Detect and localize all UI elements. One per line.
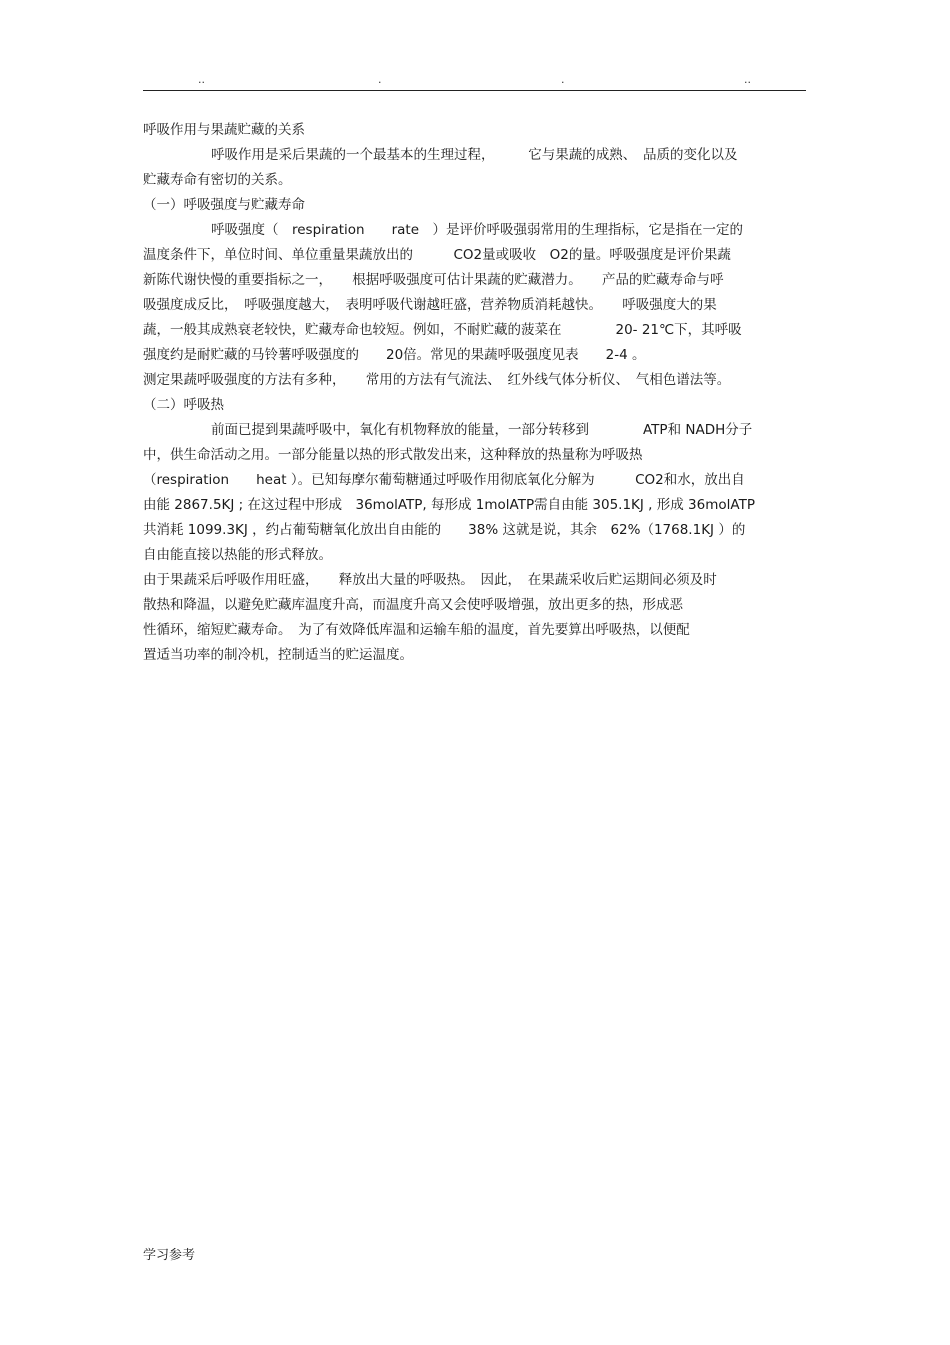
document-title: 呼吸作用与果蔬贮藏的关系 <box>143 122 305 138</box>
paragraph-line: 中，供生命活动之用。一部分能量以热的形式散发出来，这种释放的热量称为呼吸热 <box>143 447 643 463</box>
header-mark: .. <box>198 73 205 86</box>
paragraph-line: 呼吸强度（ respiration rate ）是评价呼吸强弱常用的生理指标，它是指在一定的 <box>211 222 744 238</box>
paragraph-line: 呼吸作用是采后果蔬的一个最基本的生理过程， 它与果蔬的成熟、 品质的变化以及 <box>211 147 738 163</box>
paragraph-line: 新陈代谢快慢的重要指标之一， 根据呼吸强度可估计果蔬的贮藏潜力。 产品的贮藏寿命与呼 <box>143 272 724 288</box>
section-heading: （二）呼吸热 <box>143 397 224 413</box>
page-footer: 学习参考 <box>143 1248 196 1263</box>
paragraph-line: 前面已提到果蔬呼吸中，氧化有机物释放的能量，一部分转移到 ATP和 NADH分子 <box>211 422 753 438</box>
paragraph-line: 测定果蔬呼吸强度的方法有多种， 常用的方法有气流法、 红外线气体分析仪、 气相色谱法等。 <box>143 372 731 388</box>
page-header <box>0 72 950 88</box>
paragraph-line: 由于果蔬采后呼吸作用旺盛， 释放出大量的呼吸热。 因此， 在果蔬采收后贮运期间必须及时 <box>143 572 717 588</box>
header-rule <box>143 90 806 91</box>
paragraph-line: 蔬，一般其成熟衰老较快，贮藏寿命也较短。例如，不耐贮藏的菠菜在 20- 21℃下，其呼吸 <box>143 322 742 338</box>
paragraph-line: 强度约是耐贮藏的马铃薯呼吸强度的 20倍。常见的果蔬呼吸强度见表 2-4 。 <box>143 347 646 363</box>
paragraph-line: 贮藏寿命有密切的关系。 <box>143 172 292 188</box>
paragraph-line: 共消耗 1099.3KJ ，约占葡萄糖氧化放出自由能的 38% 这就是说，其余 62%（1768.1KJ ）的 <box>143 522 746 538</box>
header-mark: . <box>561 73 565 86</box>
paragraph-line: 自由能直接以热能的形式释放。 <box>143 547 332 563</box>
paragraph-line: （respiration heat ）。已知每摩尔葡萄糖通过呼吸作用彻底氧化分解为 CO2和水，放出自 <box>143 472 745 488</box>
paragraph-line: 性循环，缩短贮藏寿命。 为了有效降低库温和运输车船的温度，首先要算出呼吸热，以便配 <box>143 622 690 638</box>
header-mark: .. <box>744 73 751 86</box>
header-mark: . <box>378 73 382 86</box>
paragraph-line: 温度条件下，单位时间、单位重量果蔬放出的 CO2量或吸收 O2的量。呼吸强度是评价果蔬 <box>143 247 731 263</box>
document-body <box>143 118 807 668</box>
paragraph-line: 置适当功率的制冷机，控制适当的贮运温度。 <box>143 647 413 663</box>
paragraph-line: 由能 2867.5KJ ; 在这过程中形成 36molATP, 每形成 1molATP需自由能 305.1KJ , 形成 36molATP <box>143 497 755 513</box>
section-heading: （一）呼吸强度与贮藏寿命 <box>143 197 305 213</box>
paragraph-line: 散热和降温，以避免贮藏库温度升高，而温度升高又会使呼吸增强，放出更多的热，形成恶 <box>143 597 683 613</box>
paragraph-line: 吸强度成反比， 呼吸强度越大， 表明呼吸代谢越旺盛，营养物质消耗越快。 呼吸强度大的果 <box>143 297 717 313</box>
